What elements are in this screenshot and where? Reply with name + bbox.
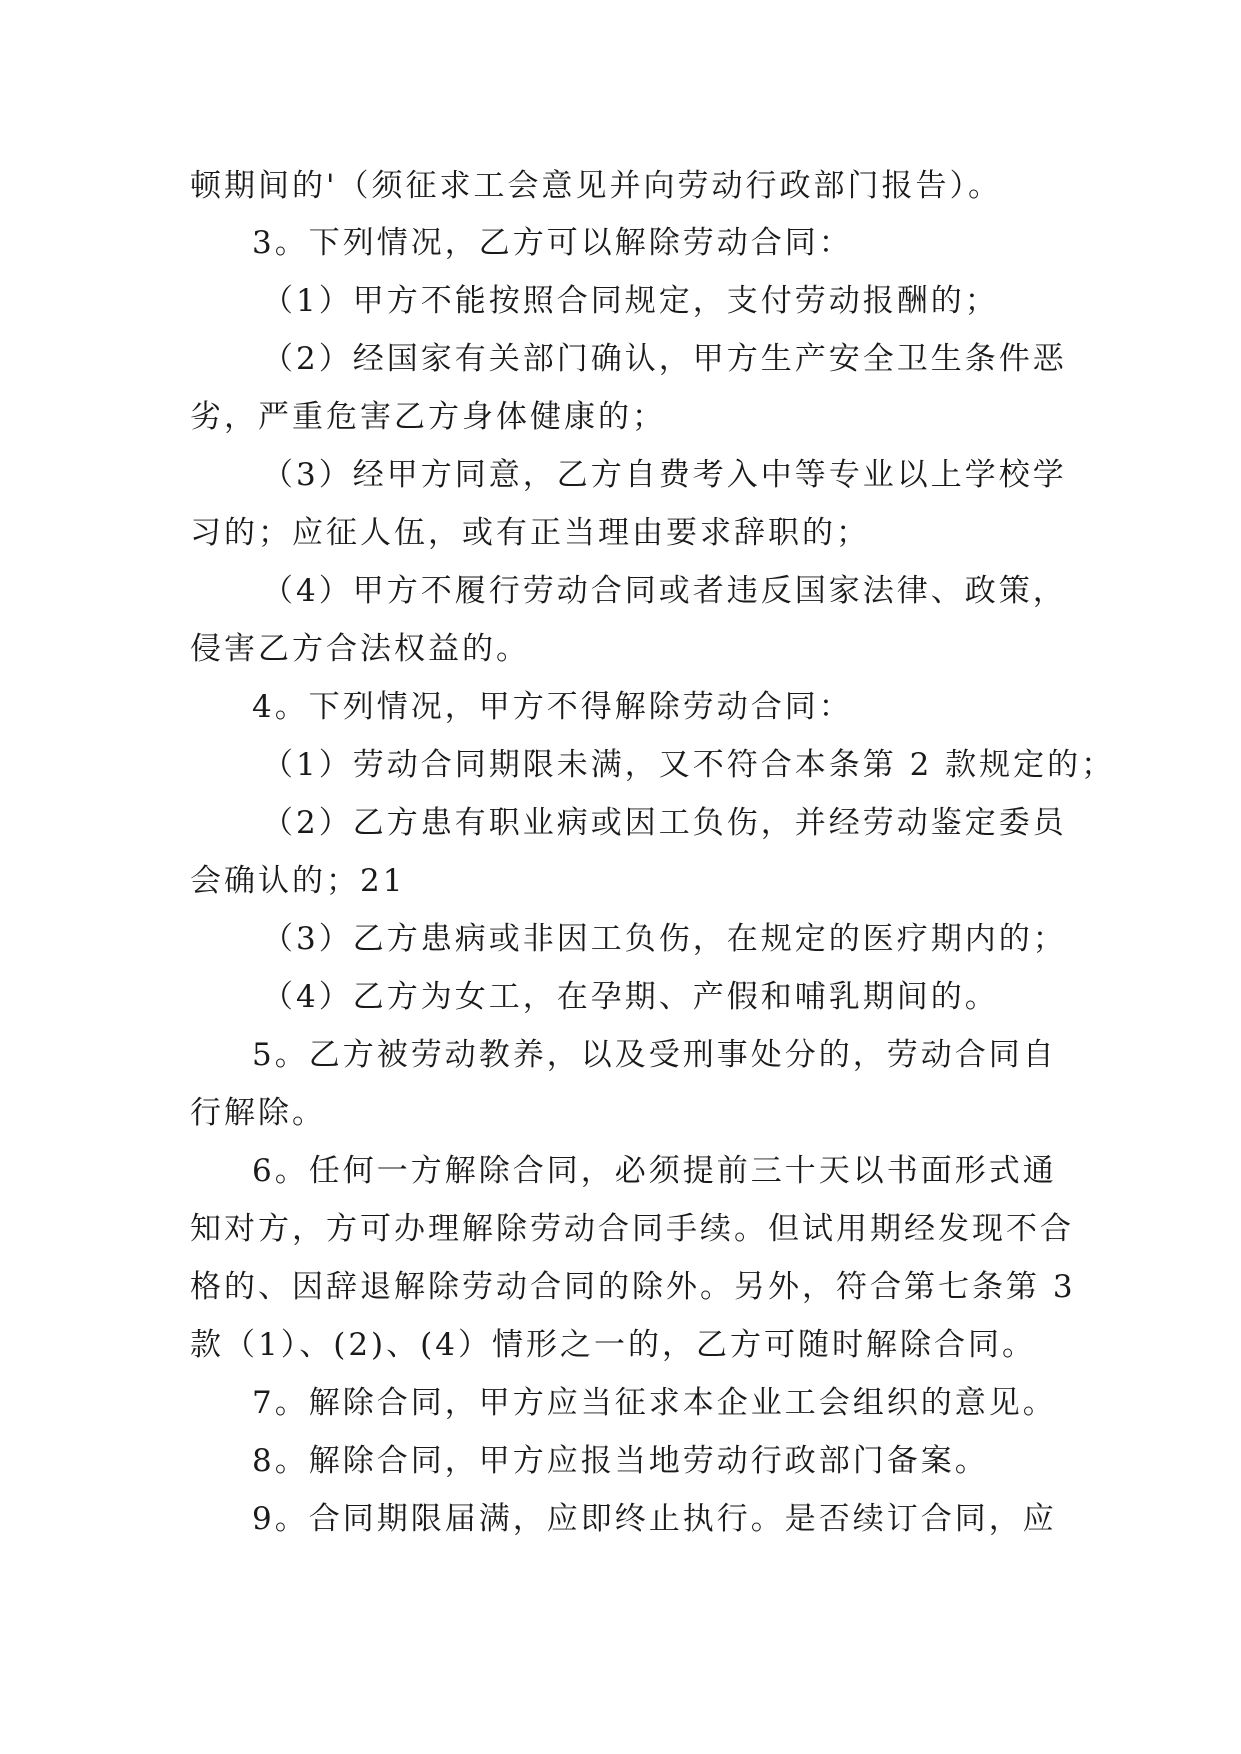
- text-line: 知对方，方可办理解除劳动合同手续。但试用期经发现不合: [190, 1211, 1074, 1247]
- text-line: 习的；应征人伍，或有正当理由要求辞职的；: [190, 515, 870, 551]
- text-line: 劣，严重危害乙方身体健康的；: [190, 399, 666, 435]
- text-line: （4）甲方不履行劳动合同或者违反国家法律、政策，: [262, 573, 1067, 609]
- clause-text: 8。解除合同，甲方应报当地劳动行政部门备案。: [252, 1443, 989, 1479]
- text-line: 侵害乙方合法权益的。: [190, 631, 530, 667]
- clause-text: 6。任何一方解除合同，必须提前三十天以书面形式通: [252, 1153, 1057, 1189]
- text-line: （2）乙方患有职业病或因工负伤，并经劳动鉴定委员: [262, 805, 1067, 841]
- text-line: （1）劳动合同期限未满，又不符合本条第 2 款规定的；: [262, 747, 1116, 783]
- text-line: （2）经国家有关部门确认，甲方生产安全卫生条件恶: [262, 341, 1067, 377]
- clause-heading: 4。下列情况，甲方不得解除劳动合同：: [252, 689, 853, 725]
- text-line: 款（1）、(2)、(4）情形之一的，乙方可随时解除合同。: [190, 1327, 1036, 1363]
- clause-text: 9。合同期限届满，应即终止执行。是否续订合同，应: [252, 1501, 1057, 1537]
- text-line: 格的、因辞退解除劳动合同的除外。另外，符合第七条第 3: [190, 1269, 1076, 1305]
- clause-text: 5。乙方被劳动教养，以及受刑事处分的，劳动合同自: [252, 1037, 1057, 1073]
- clause-heading: 3。下列情况，乙方可以解除劳动合同：: [252, 225, 853, 261]
- text-line: （1）甲方不能按照合同规定，支付劳动报酬的；: [262, 283, 999, 319]
- text-line: 顿期间的'（须征求工会意见并向劳动行政部门报告）。: [190, 168, 1003, 204]
- text-line: （3）经甲方同意，乙方自费考入中等专业以上学校学: [262, 457, 1067, 493]
- text-line: （3）乙方患病或非因工负伤，在规定的医疗期内的；: [262, 921, 1067, 957]
- text-line: 行解除。: [190, 1095, 326, 1131]
- text-line: （4）乙方为女工，在孕期、产假和哺乳期间的。: [262, 979, 999, 1015]
- clause-text: 7。解除合同，甲方应当征求本企业工会组织的意见。: [252, 1385, 1057, 1421]
- text-line: 会确认的；21: [190, 863, 406, 899]
